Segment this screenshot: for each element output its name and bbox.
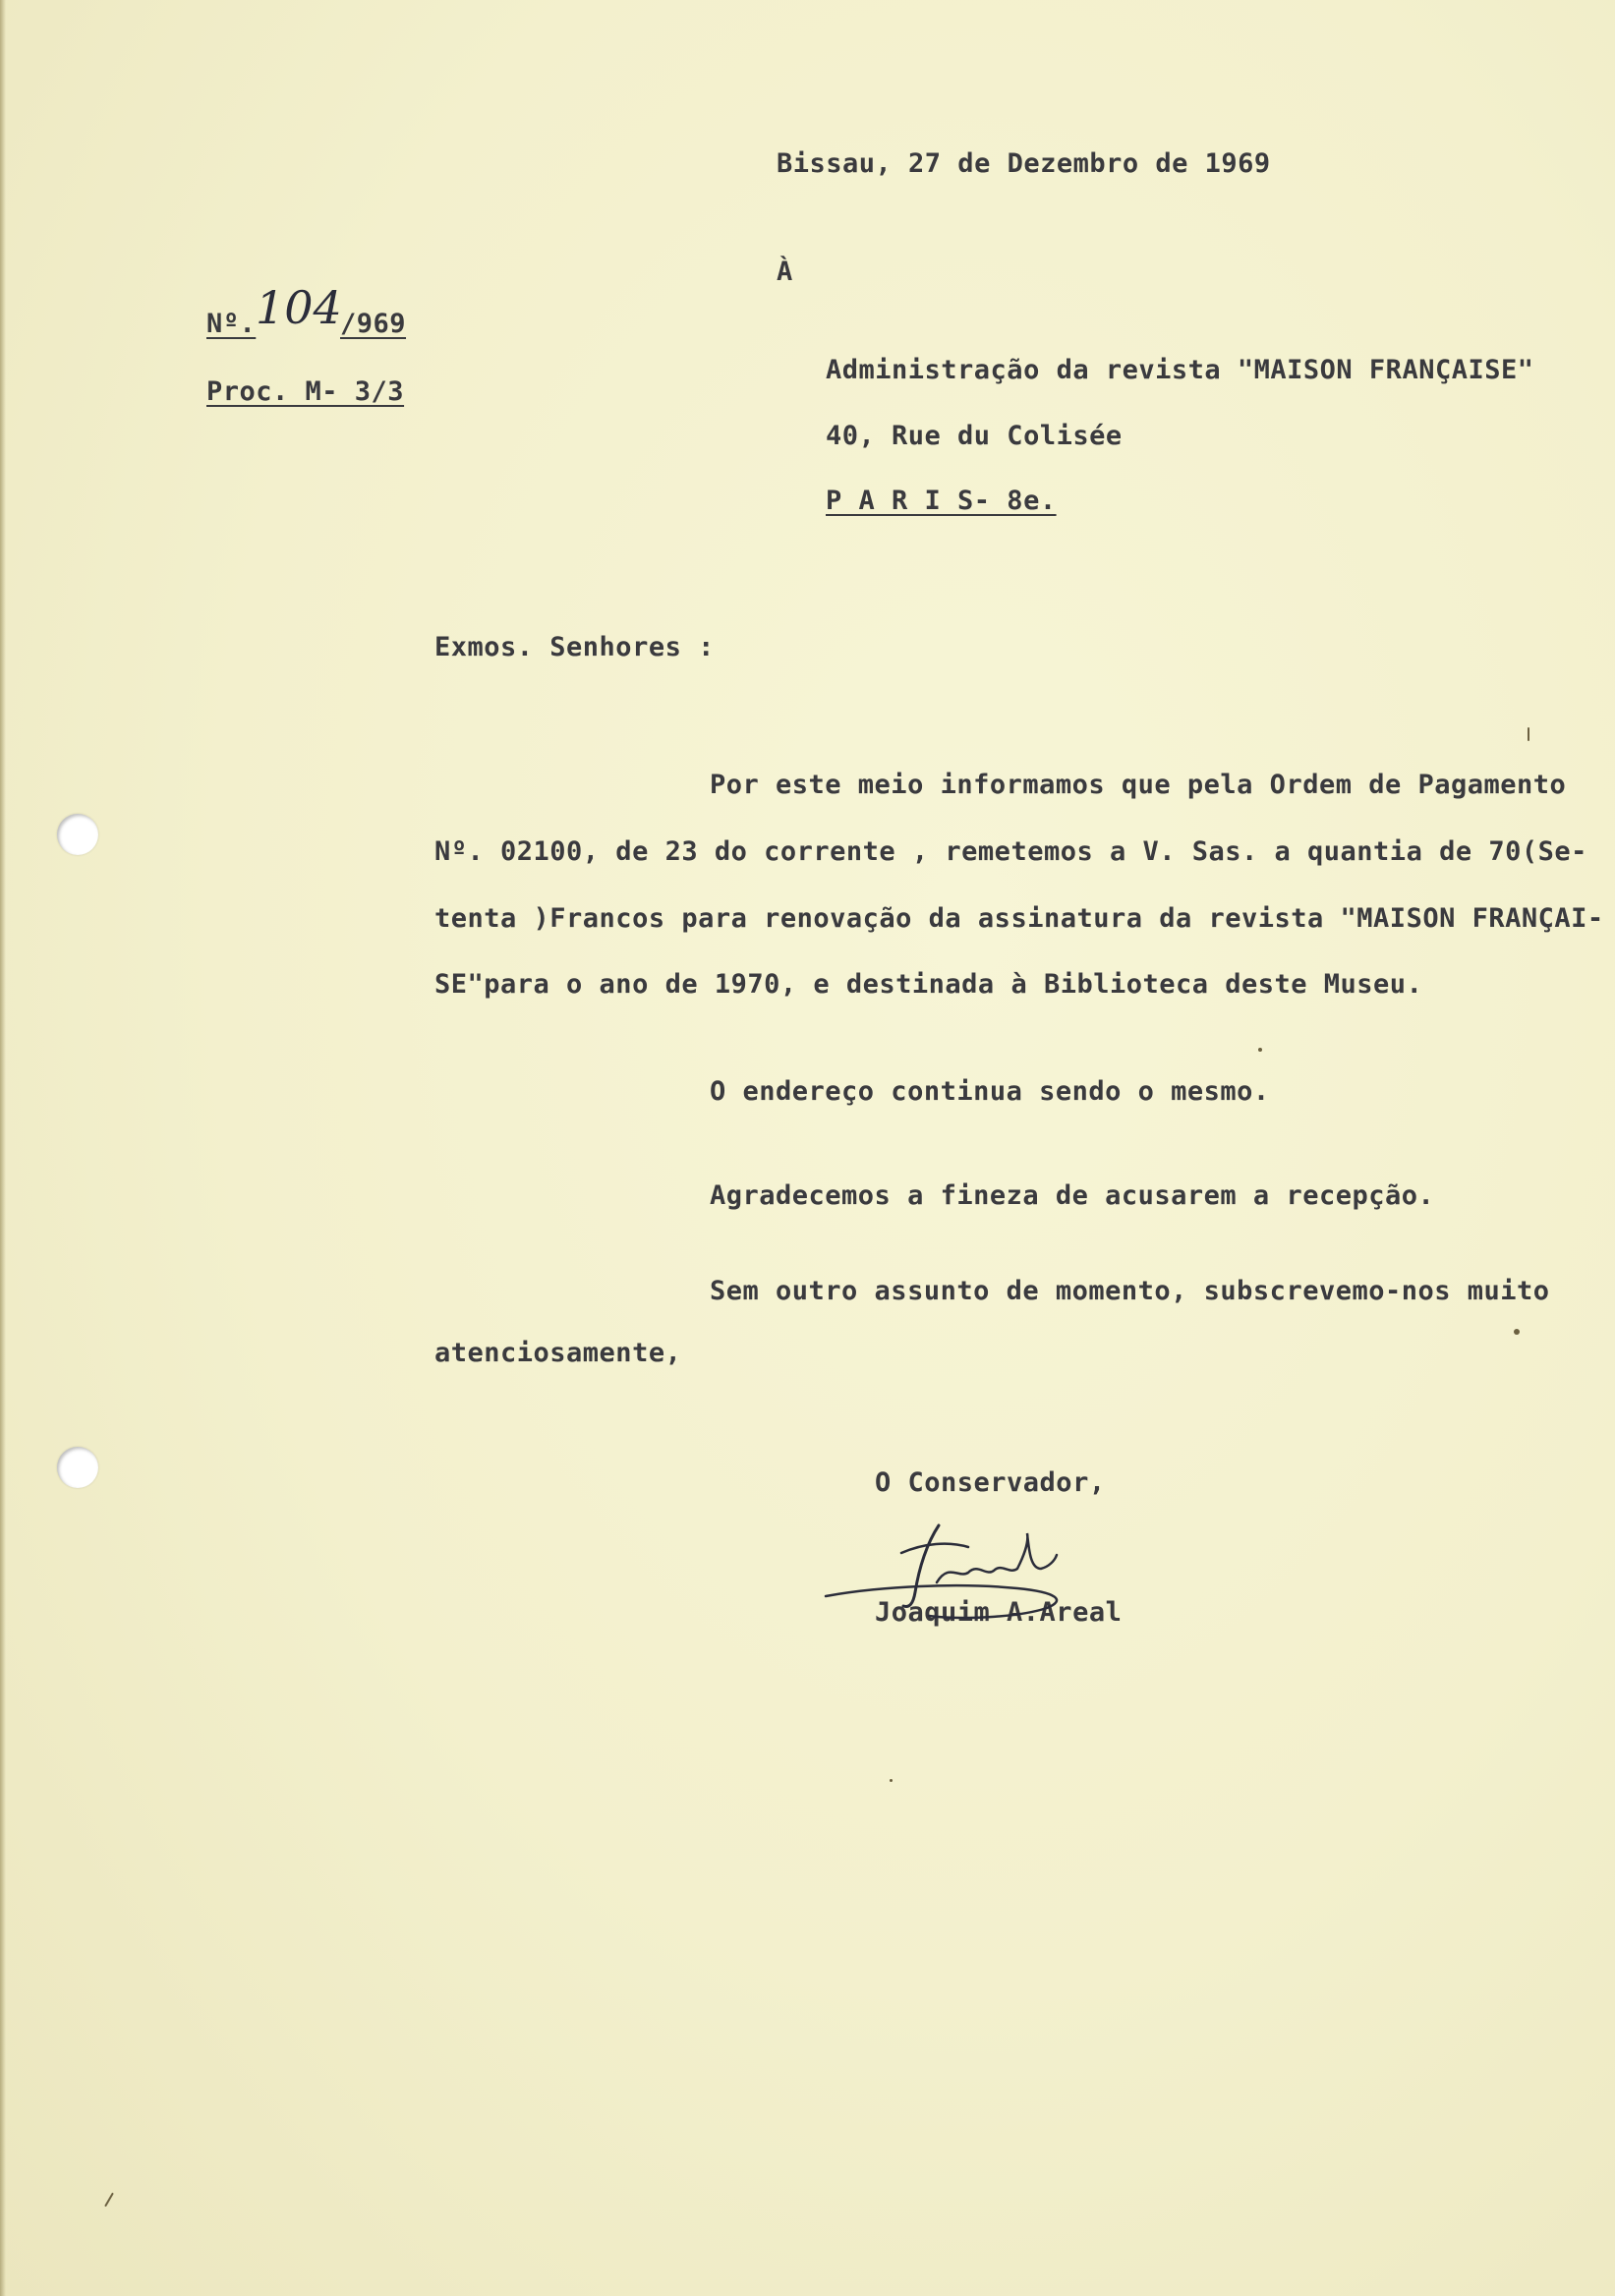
signature-name: Joaquim A.Areal: [875, 1597, 1123, 1628]
body-line-4: SE"para o ano de 1970, e destinada à Biblioteca deste Museu.: [434, 969, 1423, 1000]
handwritten-signature: [821, 1514, 1076, 1622]
body-line-2: Nº. 02100, de 23 do corrente , remetemos a V. Sas. a quantia de 70(Se-: [434, 836, 1587, 867]
paragraph-address: O endereço continua sendo o mesmo.: [710, 1076, 1270, 1107]
body-line-1: Por este meio informamos que pela Ordem de Pagamento: [710, 770, 1567, 800]
paper-speck: [1528, 727, 1529, 741]
paper-speck: [1514, 1329, 1520, 1335]
closing-line-2: atenciosamente,: [434, 1338, 682, 1368]
closing-line-1: Sem outro assunto de momento, subscrevemo-nos muito: [710, 1276, 1550, 1306]
place-date: Bissau, 27 de Dezembro de 1969: [777, 148, 1271, 179]
paragraph-thanks: Agradecemos a fineza de acusarem a recepção.: [710, 1180, 1435, 1211]
punch-hole-bottom: [57, 1447, 98, 1488]
paper-speck: [1258, 1048, 1262, 1052]
reference-suffix: /969: [340, 309, 407, 339]
punch-hole-top: [57, 814, 98, 855]
addressee-city: P A R I S- 8e.: [826, 486, 1057, 516]
process-number: Proc. M- 3/3: [206, 376, 405, 407]
addressee-line-2: 40, Rue du Colisée: [826, 421, 1123, 451]
recipient-marker: À: [777, 257, 793, 287]
signature-title: O Conservador,: [875, 1467, 1106, 1498]
salutation: Exmos. Senhores :: [434, 632, 715, 662]
reference-prefix: Nº.: [206, 309, 257, 339]
paper-speck: [890, 1779, 893, 1782]
paper-speck: [104, 2193, 114, 2208]
reference-handwritten-number: 104: [256, 281, 342, 334]
paper-edge: [0, 0, 6, 2296]
addressee-line-1: Administração da revista "MAISON FRANÇAISE": [826, 355, 1534, 385]
body-line-3: tenta )Francos para renovação da assinatura da revista "MAISON FRANÇAI-: [434, 903, 1604, 934]
